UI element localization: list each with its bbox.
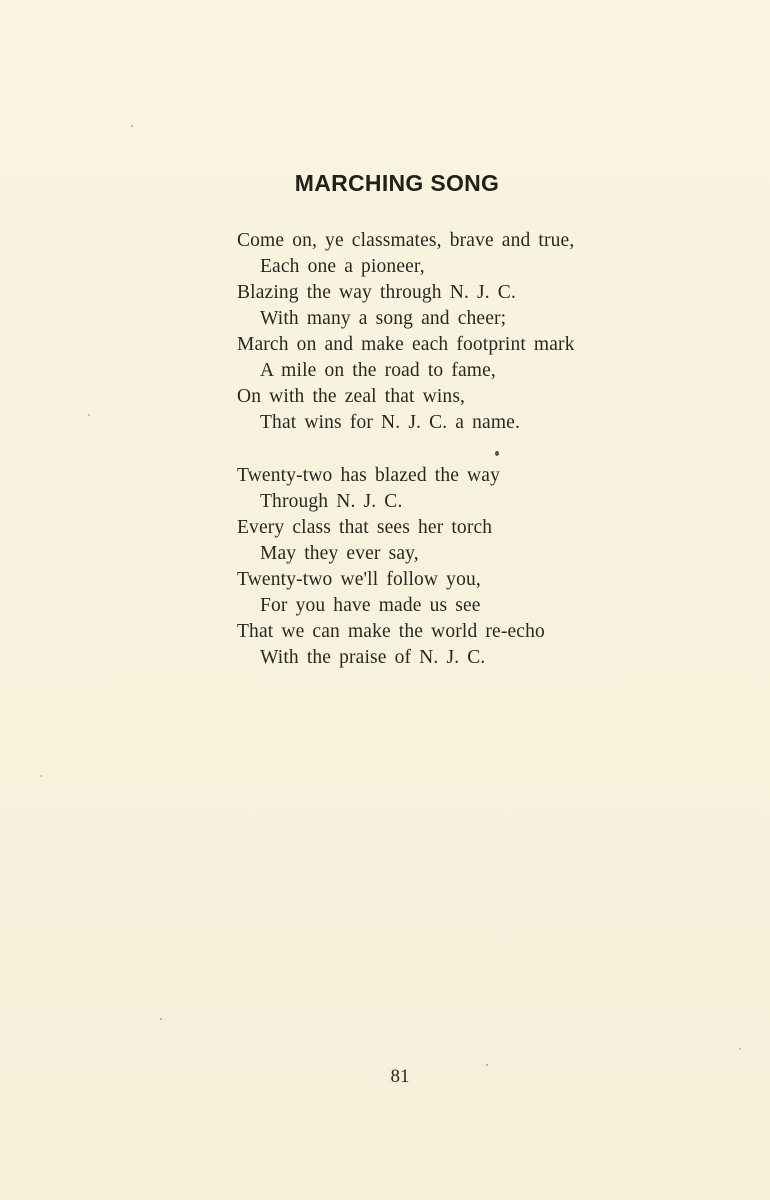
paper-speck [495,451,499,456]
verse-line: For you have made us see [260,595,481,616]
verse-line: Through N. J. C. [260,491,403,512]
verse-line: That wins for N. J. C. a name. [260,412,520,433]
paper-speck [88,414,90,416]
verse-line: With many a song and cheer; [260,308,507,329]
page-number: 81 [390,1066,410,1087]
verse-line: Blazing the way through N. J. C. [237,282,516,303]
verse-line: That we can make the world re-echo [237,621,545,642]
verse-line: March on and make each footprint mark [237,334,575,355]
paper-speck [160,1018,162,1020]
verse-line: On with the zeal that wins, [237,386,466,407]
paper-speck [131,125,133,127]
stanza-2 [237,463,545,671]
verse-line: A mile on the road to fame, [260,360,496,381]
verse-line: With the praise of N. J. C. [260,647,486,668]
verse-line: Come on, ye classmates, brave and true, [237,230,575,251]
song-title: MARCHING SONG [294,170,500,196]
paper-speck [739,1048,741,1050]
verse-line: Every class that sees her torch [237,517,493,538]
paper-speck [40,775,42,777]
verse-line: Twenty-two has blazed the way [237,465,500,486]
stanza-1 [237,228,575,436]
verse-line: Each one a pioneer, [260,256,425,277]
paper-speck [486,1064,488,1066]
verse-line: Twenty-two we'll follow you, [237,569,481,590]
verse-line: May they ever say, [260,543,419,564]
